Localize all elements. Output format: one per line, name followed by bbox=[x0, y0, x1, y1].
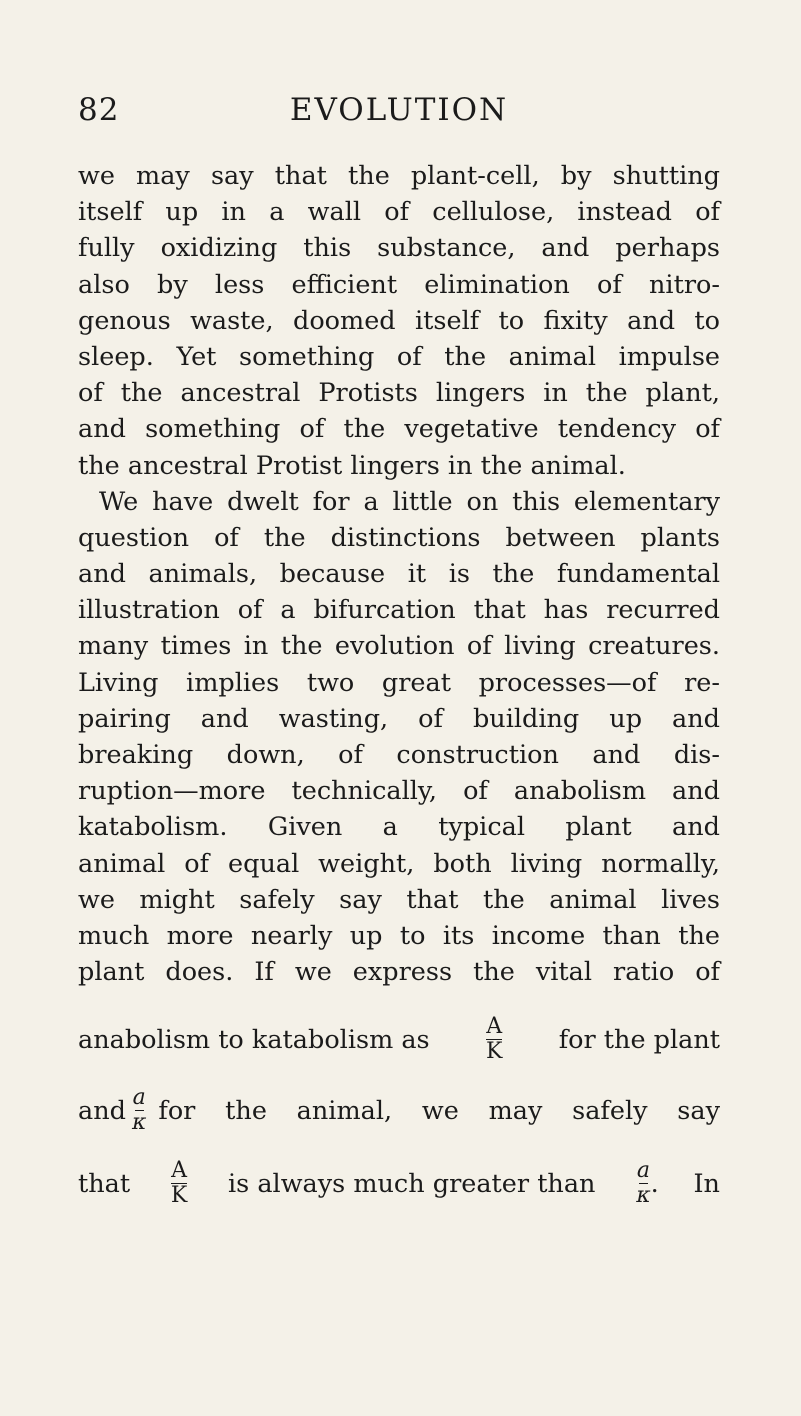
fraction-numerator: a bbox=[636, 1158, 650, 1183]
text-line: much more nearly up to its income than the bbox=[78, 920, 720, 951]
text-line: katabolism. Given a typical plant and bbox=[78, 812, 720, 843]
period: . bbox=[650, 1168, 659, 1199]
text-line: we may say that the plant-cell, by shutting bbox=[78, 161, 720, 191]
text-line: many times in the evolution of living creatures. bbox=[78, 631, 720, 662]
page-number: 82 bbox=[78, 92, 120, 128]
text-line: and animals, because it is the fundamental bbox=[78, 559, 720, 590]
text-line: and something of the vegetative tendency of bbox=[78, 414, 720, 445]
text-line: animal of equal weight, both living normally, bbox=[78, 848, 720, 879]
fraction-denominator: κ bbox=[636, 1183, 651, 1208]
text-line: the ancestral Protist lingers in the animal. bbox=[78, 450, 626, 481]
formula-line bbox=[78, 1087, 720, 1134]
fraction-numerator: A bbox=[486, 1014, 503, 1039]
page-header bbox=[78, 92, 720, 132]
text-line: sleep. Yet something of the animal impulse bbox=[78, 341, 720, 372]
formula-text: and bbox=[78, 1095, 126, 1126]
fraction-denominator: κ bbox=[131, 1110, 147, 1135]
formula-text-wrap bbox=[158, 1096, 720, 1126]
fraction-with-period bbox=[630, 1160, 659, 1207]
fraction-denominator: K bbox=[170, 1183, 188, 1208]
body-text bbox=[78, 158, 720, 990]
paragraph bbox=[78, 158, 720, 484]
ratio-fraction bbox=[486, 1016, 502, 1063]
text-line: We have dwelt for a little on this elementary bbox=[99, 486, 720, 517]
text-line: pairing and wasting, of building up and bbox=[78, 703, 720, 734]
paragraph bbox=[78, 484, 720, 991]
formula-text: anabolism to katabolism as bbox=[78, 1024, 430, 1055]
text-line: plant does. If we express the vital ratio of bbox=[78, 957, 720, 988]
text-line: fully oxidizing this substance, and perhaps bbox=[78, 233, 720, 264]
ratio-fraction bbox=[636, 1160, 650, 1207]
formula-line bbox=[78, 1016, 720, 1063]
text-line: ruption—more technically, of anabolism and bbox=[78, 776, 720, 807]
fraction-denominator: K bbox=[485, 1039, 503, 1064]
formula-line bbox=[78, 1160, 720, 1207]
text-line: question of the distinctions between plants bbox=[78, 522, 720, 553]
formula-text: for the animal, we may safely say bbox=[158, 1095, 720, 1126]
text-line: of the ancestral Protists lingers in the plant, bbox=[78, 378, 720, 409]
text-line: genous waste, doomed itself to fixity and to bbox=[78, 305, 720, 336]
text-line: we might safely say that the animal lives bbox=[78, 884, 720, 915]
fraction-numerator: a bbox=[132, 1085, 146, 1110]
fraction-numerator: A bbox=[171, 1158, 187, 1183]
text-line: breaking down, of construction and dis- bbox=[78, 740, 720, 770]
ratio-fraction bbox=[171, 1160, 187, 1207]
formula-text: is always much greater than bbox=[228, 1168, 596, 1199]
text-line: Living implies two great processes—of re- bbox=[78, 667, 720, 698]
formula-text: for the plant bbox=[558, 1024, 720, 1055]
text-line: itself up in a wall of cellulose, instead of bbox=[78, 197, 720, 228]
formula-text: In bbox=[693, 1168, 720, 1199]
ratio-fraction bbox=[132, 1087, 146, 1134]
text-line: illustration of a bifurcation that has recurred bbox=[78, 595, 720, 626]
running-title: EVOLUTION bbox=[289, 92, 509, 128]
text-line: also by less efficient elimination of nitro- bbox=[78, 269, 720, 300]
formula-text: that bbox=[78, 1168, 131, 1199]
